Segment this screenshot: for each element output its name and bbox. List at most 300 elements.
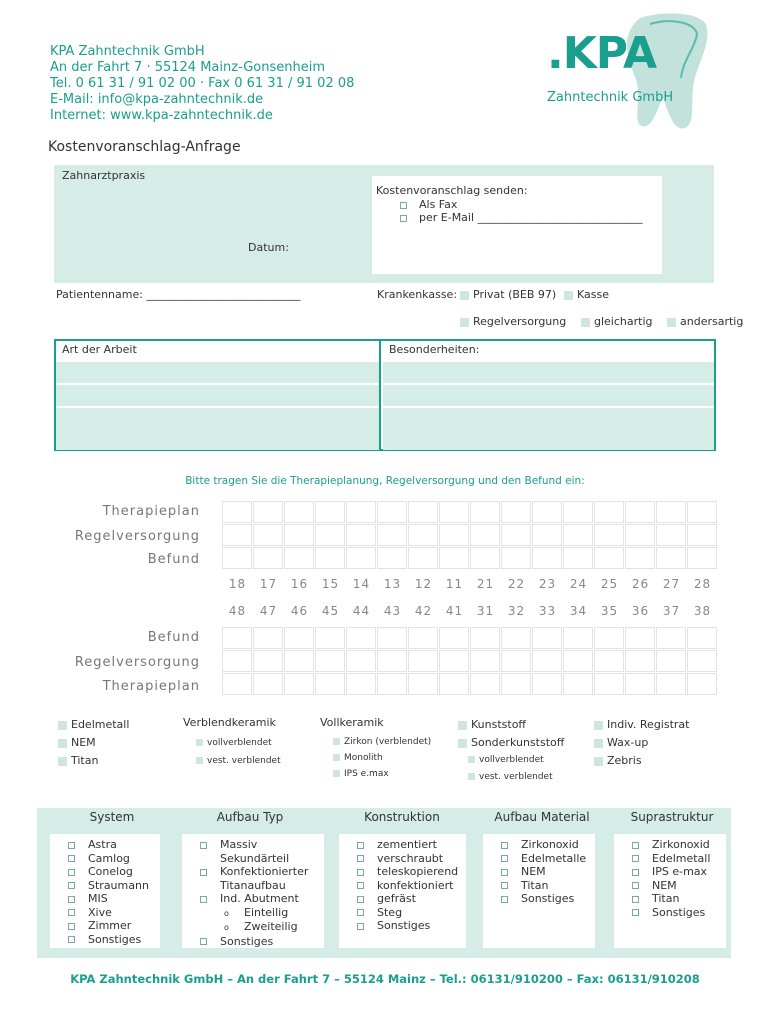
lower-tooth-cell[interactable] [625,627,655,649]
lower-tooth-cell[interactable] [594,650,624,672]
upper-tooth-cell[interactable] [501,524,531,546]
upper-tooth-grid [222,501,717,569]
upper-tooth-number: 27 [662,577,681,591]
konstruktion-box [339,834,466,948]
notes-row[interactable] [383,385,714,406]
checkbox-icon [68,882,75,889]
aufbau-typ-option[interactable] [200,892,324,906]
kunststoff-sub-option[interactable] [468,769,553,786]
suprastruktur-option[interactable] [632,879,726,893]
lower-tooth-cell[interactable] [656,650,686,672]
lower-tooth-cell[interactable] [408,650,438,672]
aufbau-typ-option[interactable] [200,920,324,935]
konstruktion-option[interactable] [357,838,466,852]
lower-tooth-cell[interactable] [563,650,593,672]
notes-row[interactable] [383,362,714,383]
aufbau-material-list [483,834,595,906]
aufbau-material-box [483,834,595,948]
checkbox-icon [501,869,508,876]
upper-label-regelversorgung: Regelversorgung [74,529,200,544]
upper-tooth-number: 26 [631,577,650,591]
extras-option[interactable] [594,734,689,752]
upper-tooth-cell[interactable] [346,501,376,523]
anders-checkbox[interactable] [667,318,676,327]
upper-tooth-cell[interactable] [594,524,624,546]
kunststoff-option[interactable] [458,716,564,734]
lower-tooth-cell[interactable] [377,673,407,695]
gleich-label: gleichartig [594,315,653,328]
upper-tooth-numbers [222,577,718,591]
lower-tooth-number: 41 [445,604,464,618]
upper-tooth-cell[interactable] [687,547,717,569]
metal-checkbox[interactable] [58,721,67,730]
company-name: KPA Zahntechnik GmbH [50,44,205,59]
lower-tooth-cell[interactable] [532,627,562,649]
kunststoff-sub-label: vest. verblendet [479,772,553,782]
upper-tooth-number: 24 [569,577,588,591]
system-option[interactable] [68,852,160,866]
metal-option[interactable] [58,734,129,752]
lower-label-befund: Befund [147,630,200,645]
lower-tooth-grid [222,627,717,695]
aufbau-material-option[interactable] [501,838,595,852]
lower-tooth-cell[interactable] [284,650,314,672]
lower-tooth-cell[interactable] [625,650,655,672]
anders-label: andersartig [680,315,744,328]
checkbox-icon [632,869,639,876]
aufbau-material-option-label: Edelmetalle [521,851,587,865]
lower-tooth-cell[interactable] [687,650,717,672]
lower-tooth-cell[interactable] [470,627,500,649]
lower-tooth-cell[interactable] [284,627,314,649]
checkbox-icon [68,896,75,903]
upper-tooth-cell[interactable] [625,547,655,569]
lower-tooth-cell[interactable] [408,627,438,649]
upper-tooth-cell[interactable] [253,524,283,546]
konstruktion-header: Konstruktion [364,810,440,824]
upper-tooth-cell[interactable] [594,547,624,569]
suprastruktur-option[interactable] [632,852,726,866]
kunststoff-checkbox[interactable] [458,739,467,748]
upper-tooth-number: 18 [228,577,247,591]
lower-tooth-cell[interactable] [315,650,345,672]
logo-subtitle: Zahntechnik GmbH [547,90,674,105]
checkbox-icon [68,936,75,943]
private-checkbox[interactable] [460,291,469,300]
aufbau-typ-option[interactable] [200,852,324,866]
checkbox-icon [200,896,207,903]
company-address: An der Fahrt 7 · 55124 Mainz-Gonsenheim [50,60,326,75]
metal-checkbox[interactable] [58,739,67,748]
lower-tooth-number: 36 [631,604,650,618]
footer-address: KPA Zahntechnik GmbH – An der Fahrt 7 – 55124 Mainz – Tel.: 06131/910200 – Fax: 06131/910208 [70,972,700,986]
lower-tooth-cell[interactable] [439,650,469,672]
upper-tooth-cell[interactable] [253,547,283,569]
regel-checkbox[interactable] [460,318,469,327]
lower-tooth-number: 31 [476,604,495,618]
upper-tooth-cell[interactable] [284,547,314,569]
kasse-option[interactable] [564,288,609,301]
checkbox-icon [632,909,639,916]
checkbox-icon: o [224,908,229,918]
aufbau-material-option-label: Sonstiges [521,892,575,905]
upper-tooth-cell[interactable] [222,524,252,546]
aufbau-material-option-label: Zirkonoxid [521,838,579,851]
system-option[interactable] [68,919,160,933]
aufbau-typ-option-label: Massiv [220,838,258,851]
verblend-option[interactable] [196,734,281,752]
upper-tooth-cell[interactable] [315,501,345,523]
checkbox-icon [68,909,75,916]
lower-tooth-cell[interactable] [222,627,252,649]
lower-tooth-cell[interactable] [222,650,252,672]
upper-tooth-cell[interactable] [656,501,686,523]
system-option[interactable] [68,933,160,947]
konstruktion-option[interactable] [357,852,466,866]
upper-tooth-cell[interactable] [563,501,593,523]
konstruktion-option[interactable] [357,919,466,933]
upper-tooth-cell[interactable] [346,547,376,569]
work-type-column [56,341,381,449]
kasse-checkbox[interactable] [564,291,573,300]
checkbox-icon [68,855,75,862]
kasse-label: Kasse [577,288,609,301]
extras-checkbox[interactable] [594,739,603,748]
patient-name-field[interactable]: Patientenname: ____________________________ [56,288,301,301]
aufbau-typ-option[interactable] [200,838,324,852]
upper-tooth-cell[interactable] [563,547,593,569]
upper-tooth-cell[interactable] [377,524,407,546]
upper-tooth-cell[interactable] [687,501,717,523]
aufbau-material-option[interactable] [501,865,595,879]
lower-tooth-cell[interactable] [656,673,686,695]
company-phone-fax: Tel. 0 61 31 / 91 02 00 · Fax 0 61 31 / 91 02 08 [50,76,355,91]
lower-tooth-cell[interactable] [563,673,593,695]
upper-tooth-number: 22 [507,577,526,591]
upper-tooth-number: 16 [290,577,309,591]
kpa-logo [545,8,715,132]
upper-tooth-cell[interactable] [625,501,655,523]
work-table [54,339,716,451]
private-label: Privat (BEB 97) [473,288,557,301]
upper-tooth-cell[interactable] [470,524,500,546]
work-row[interactable] [56,408,379,429]
lower-tooth-cell[interactable] [594,673,624,695]
regel-option[interactable] [460,315,566,328]
lower-tooth-number: 44 [352,604,371,618]
checkbox-icon [501,882,508,889]
lower-tooth-cell[interactable] [439,673,469,695]
metal-options [58,716,129,770]
vollkeramik-option[interactable] [333,750,431,766]
system-option[interactable] [68,865,160,879]
extras-option[interactable] [594,752,689,770]
upper-tooth-cell[interactable] [346,524,376,546]
checkbox-icon [357,882,364,889]
aufbau-typ-box [182,834,324,948]
lower-tooth-cell[interactable] [625,673,655,695]
aufbau-typ-option-label: Titanaufbau [220,878,286,892]
lower-tooth-cell[interactable] [315,627,345,649]
upper-tooth-cell[interactable] [470,547,500,569]
suprastruktur-option[interactable] [632,892,726,906]
lower-tooth-number: 35 [600,604,619,618]
upper-tooth-cell[interactable] [501,501,531,523]
checkbox-icon [632,855,639,862]
system-option-label: Xive [88,905,112,919]
lower-tooth-cell[interactable] [656,627,686,649]
lower-tooth-cell[interactable] [563,627,593,649]
upper-tooth-cell[interactable] [315,547,345,569]
upper-label-therapieplan: Therapieplan [102,504,200,519]
lower-tooth-cell[interactable] [687,627,717,649]
upper-tooth-cell[interactable] [222,501,252,523]
konstruktion-option[interactable] [357,906,466,920]
upper-tooth-cell[interactable] [687,524,717,546]
kunststoff-options [458,716,564,752]
system-option-label: Conelog [88,865,133,878]
suprastruktur-option[interactable] [632,838,726,852]
work-row[interactable] [56,429,379,450]
gleich-checkbox[interactable] [581,318,590,327]
upper-tooth-number: 13 [383,577,402,591]
system-option[interactable] [68,838,160,852]
verblend-checkbox[interactable] [196,739,203,746]
upper-tooth-number: 14 [352,577,371,591]
lower-tooth-cell[interactable] [346,673,376,695]
suprastruktur-option[interactable] [632,906,726,920]
lower-tooth-number: 43 [383,604,402,618]
lower-tooth-cell[interactable] [377,650,407,672]
checkbox-icon [632,896,639,903]
lower-tooth-cell[interactable] [253,627,283,649]
lower-tooth-cell[interactable] [377,627,407,649]
checkbox-icon [200,869,207,876]
upper-tooth-cell[interactable] [656,547,686,569]
extras-option[interactable] [594,716,689,734]
lower-tooth-number: 33 [538,604,557,618]
kunststoff-option[interactable] [458,734,564,752]
aufbau-typ-option[interactable] [200,906,324,921]
aufbau-typ-list [182,834,324,948]
lower-tooth-cell[interactable] [501,673,531,695]
upper-tooth-cell[interactable] [532,501,562,523]
lower-tooth-cell[interactable] [253,650,283,672]
upper-tooth-cell[interactable] [284,501,314,523]
date-label: Datum: [248,241,289,254]
aufbau-material-option[interactable] [501,852,595,866]
vollkeramik-label: Zirkon (verblendet) [344,737,432,747]
system-option-label: Sonstiges [88,932,142,946]
metal-option[interactable] [58,752,129,770]
lower-tooth-number: 48 [228,604,247,618]
upper-tooth-cell[interactable] [501,547,531,569]
konstruktion-list [339,834,466,933]
aufbau-typ-option[interactable] [200,935,324,949]
fax-option[interactable] [400,198,457,211]
checkbox-icon: o [224,923,229,932]
email-checkbox[interactable] [400,215,407,222]
konstruktion-option-label: zementiert [377,838,437,851]
checkbox-icon [357,896,364,903]
kunststoff-checkbox[interactable] [458,721,467,730]
lower-tooth-cell[interactable] [532,650,562,672]
upper-tooth-cell[interactable] [408,524,438,546]
aufbau-typ-option[interactable] [200,865,324,879]
upper-label-befund: Befund [147,552,200,567]
vollkeramik-checkbox[interactable] [333,738,340,745]
metal-label: NEM [71,736,96,749]
lower-tooth-cell[interactable] [315,673,345,695]
konstruktion-option-label: Sonstiges [377,919,431,932]
upper-tooth-cell[interactable] [532,524,562,546]
system-option-label: Straumann [88,878,149,892]
upper-tooth-cell[interactable] [470,501,500,523]
email-option[interactable] [400,211,643,224]
lower-tooth-cell[interactable] [222,673,252,695]
upper-tooth-number: 23 [538,577,557,591]
suprastruktur-list [614,834,726,919]
verblend-options [196,734,281,770]
verblend-head: Verblendkeramik [183,716,276,729]
lower-tooth-cell[interactable] [253,673,283,695]
upper-tooth-cell[interactable] [377,501,407,523]
private-option[interactable] [460,288,556,301]
aufbau-material-option[interactable] [501,892,595,906]
lower-tooth-cell[interactable] [687,673,717,695]
metal-label: Titan [71,754,99,767]
practice-label: Zahnarztpraxis [62,169,146,182]
upper-tooth-cell[interactable] [439,524,469,546]
extras-label: Zebris [607,754,642,767]
system-option[interactable] [68,879,160,893]
upper-tooth-cell[interactable] [408,547,438,569]
lower-tooth-number: 46 [290,604,309,618]
lower-tooth-number: 45 [321,604,340,618]
checkbox-icon [501,896,508,903]
system-option-label: Zimmer [88,919,132,932]
vollkeramik-option[interactable] [333,766,431,782]
lower-tooth-cell[interactable] [346,627,376,649]
lower-tooth-number: 47 [259,604,278,618]
upper-tooth-cell[interactable] [315,524,345,546]
notes-row[interactable] [383,429,714,450]
upper-tooth-cell[interactable] [656,524,686,546]
aufbau-typ-option-label: Sonstiges [220,934,274,948]
checkbox-icon [200,938,207,945]
upper-tooth-number: 17 [259,577,278,591]
upper-tooth-cell[interactable] [439,501,469,523]
upper-tooth-cell[interactable] [532,547,562,569]
aufbau-typ-option[interactable] [200,879,324,893]
lower-label-regelversorgung: Regelversorgung [74,655,200,670]
suprastruktur-option-label: NEM [652,878,677,892]
upper-tooth-cell[interactable] [563,524,593,546]
lower-tooth-cell[interactable] [284,673,314,695]
logo-mark: .KPA [547,28,657,79]
lower-tooth-cell[interactable] [470,673,500,695]
lower-tooth-cell[interactable] [346,650,376,672]
send-label: Kostenvoranschlag senden: [376,184,528,197]
lower-tooth-cell[interactable] [532,673,562,695]
vollkeramik-label: IPS e.max [344,769,389,779]
lower-tooth-cell[interactable] [439,627,469,649]
notes-row[interactable] [383,408,714,429]
verblend-checkbox[interactable] [196,757,203,764]
konstruktion-option[interactable] [357,892,466,906]
kunststoff-sub-checkbox[interactable] [468,756,475,763]
upper-tooth-cell[interactable] [439,547,469,569]
extras-label: Wax-up [607,736,649,749]
extras-options [594,716,689,770]
system-option[interactable] [68,892,160,906]
konstruktion-option[interactable] [357,865,466,879]
suprastruktur-option[interactable] [632,865,726,879]
konstruktion-option[interactable] [357,879,466,893]
anders-option[interactable] [667,315,743,328]
upper-tooth-cell[interactable] [625,524,655,546]
upper-tooth-cell[interactable] [253,501,283,523]
suprastruktur-option-label: Sonstiges [652,905,706,919]
suprastruktur-option-label: Zirkonoxid [652,838,710,851]
kunststoff-sub-options [468,752,553,786]
upper-tooth-cell[interactable] [594,501,624,523]
metal-label: Edelmetall [71,718,130,731]
upper-tooth-cell[interactable] [284,524,314,546]
metal-checkbox[interactable] [58,757,67,766]
checkbox-icon [501,855,508,862]
metal-option[interactable] [58,716,129,734]
upper-tooth-cell[interactable] [408,501,438,523]
upper-tooth-cell[interactable] [377,547,407,569]
instruction-text: Bitte tragen Sie die Therapieplanung, Regelversorgung und den Befund ein: [185,475,585,487]
work-row[interactable] [56,385,379,406]
aufbau-typ-option-label: Einteilig [244,905,289,919]
vollkeramik-checkbox[interactable] [333,770,340,777]
send-options-box [372,176,662,274]
verblend-option[interactable] [196,752,281,770]
gleich-option[interactable] [581,315,653,328]
upper-tooth-cell[interactable] [222,547,252,569]
system-header: System [89,810,135,824]
kunststoff-sub-option[interactable] [468,752,553,769]
fax-checkbox[interactable] [400,202,407,209]
konstruktion-option-label: gefräst [377,892,416,905]
checkbox-icon [200,842,207,849]
lower-tooth-numbers [222,604,718,618]
vollkeramik-label: Monolith [344,753,383,763]
lower-tooth-cell[interactable] [470,650,500,672]
vollkeramik-checkbox[interactable] [333,754,340,761]
kunststoff-sub-checkbox[interactable] [468,773,475,780]
lower-tooth-cell[interactable] [408,673,438,695]
system-option[interactable] [68,906,160,920]
aufbau-material-option[interactable] [501,879,595,893]
work-row[interactable] [56,362,379,383]
system-list [50,834,160,946]
lower-tooth-number: 37 [662,604,681,618]
extras-checkbox[interactable] [594,721,603,730]
lower-tooth-cell[interactable] [501,650,531,672]
aufbau-typ-header: Aufbau Typ [216,810,284,824]
extras-checkbox[interactable] [594,757,603,766]
lower-tooth-cell[interactable] [594,627,624,649]
upper-tooth-number: 12 [414,577,433,591]
extras-label: Indiv. Registrat [607,718,690,731]
vollkeramik-option[interactable] [333,734,431,750]
aufbau-typ-option-label: Ind. Abutment [220,892,299,905]
lower-tooth-cell[interactable] [501,627,531,649]
